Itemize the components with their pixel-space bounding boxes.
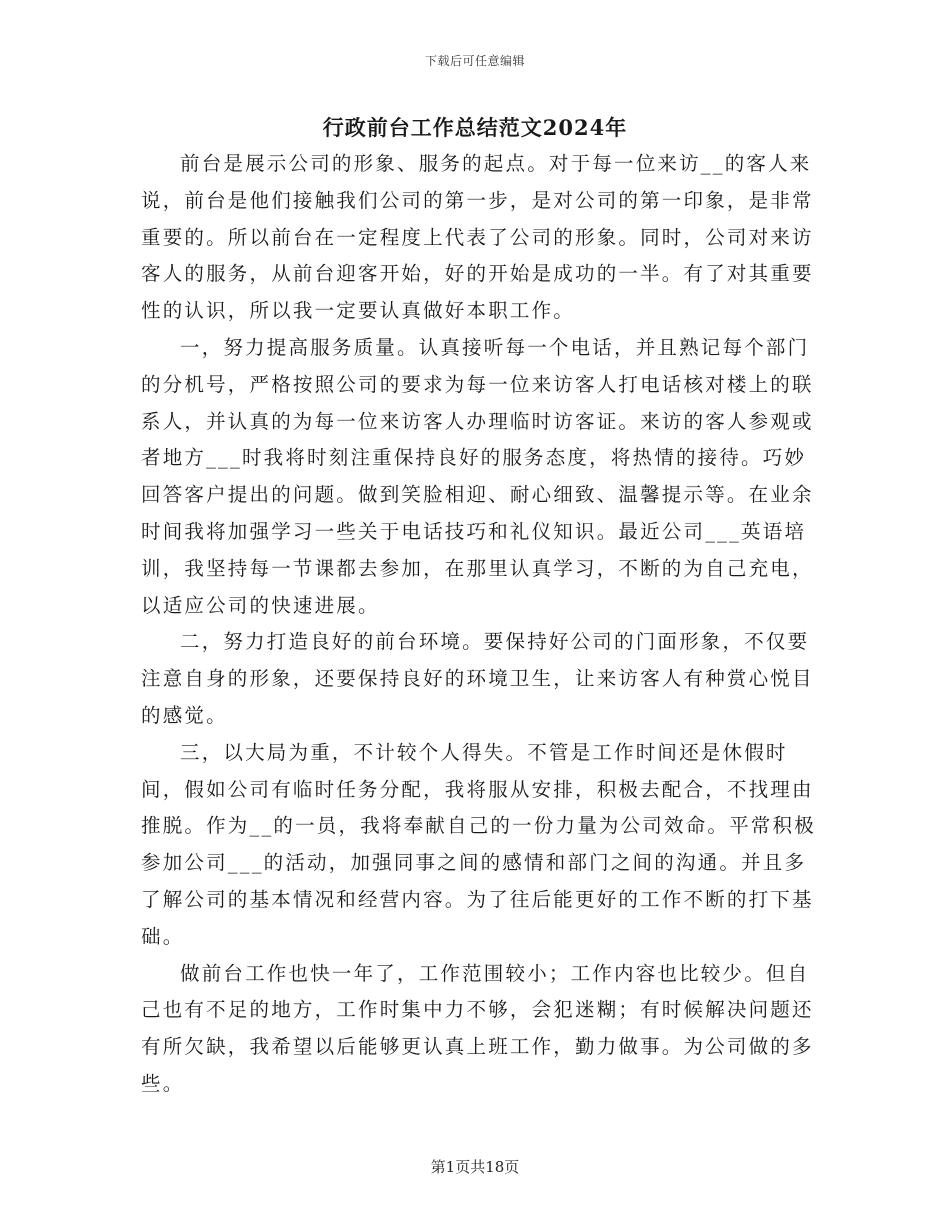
paragraph-self-review: 做前台工作也快一年了，工作范围较小；工作内容也比较少。但自己也有不足的地方，工作时集中力不够，会犯迷糊；有时候解决问题还有所欠缺，我希望以后能够更认真上班工作，勤力做事。为公司做的多些。	[141, 961, 814, 1095]
paragraph-intro: 前台是展示公司的形象、服务的起点。对于每一位来访__的客人来说，前台是他们接触我们公司的第一步，是对公司的第一印象，是非常重要的。所以前台在一定程度上代表了公司的形象。同时，公司对来访客人的服务，从前台迎客开始，好的开始是成功的一半。有了对其重要性的认识，所以我一定要认真做好本职工作。	[141, 152, 814, 323]
document-title: 行政前台工作总结范文2024年	[322, 115, 628, 140]
header-note: 下载后可任意编辑	[424, 54, 525, 68]
page-number: 第1页共18页	[430, 1158, 520, 1176]
paragraph-front-desk-environment: 二，努力打造良好的前台环境。要保持好公司的门面形象，不仅要注意自身的形象，还要保持良好的环境卫生，让来访客人有种赏心悦目的感觉。	[141, 630, 814, 727]
document-body	[141, 146, 821, 1103]
paragraph-overall-interest: 三，以大局为重，不计较个人得失。不管是工作时间还是休假时间，假如公司有临时任务分配，我将服从安排，积极去配合，不找理由推脱。作为__的一员，我将奉献自己的一份力量为公司效命。平常积极参加公司___的活动，加强同事之间的感情和部门之间的沟通。并且多了解公司的基本情况和经营内容。为了往后能更好的工作不断的打下基础。	[141, 740, 816, 948]
paragraph-service-quality: 一，努力提高服务质量。认真接听每一个电话，并且熟记每个部门的分机号，严格按照公司的要求为每一位来访客人打电话核对楼上的联系人，并认真的为每一位来访客人办理临时访客证。来访的客人参观或者地方___时我将时刻注重保持良好的服务态度，将热情的接待。巧妙回答客户提出的问题。做到笑脸相迎、耐心细致、温馨提示等。在业余时间我将加强学习一些关于电话技巧和礼仪知识。最近公司___英语培训，我坚持每一节课都去参加，在那里认真学习，不断的为自己充电，以适应公司的快速进展。	[141, 335, 814, 617]
